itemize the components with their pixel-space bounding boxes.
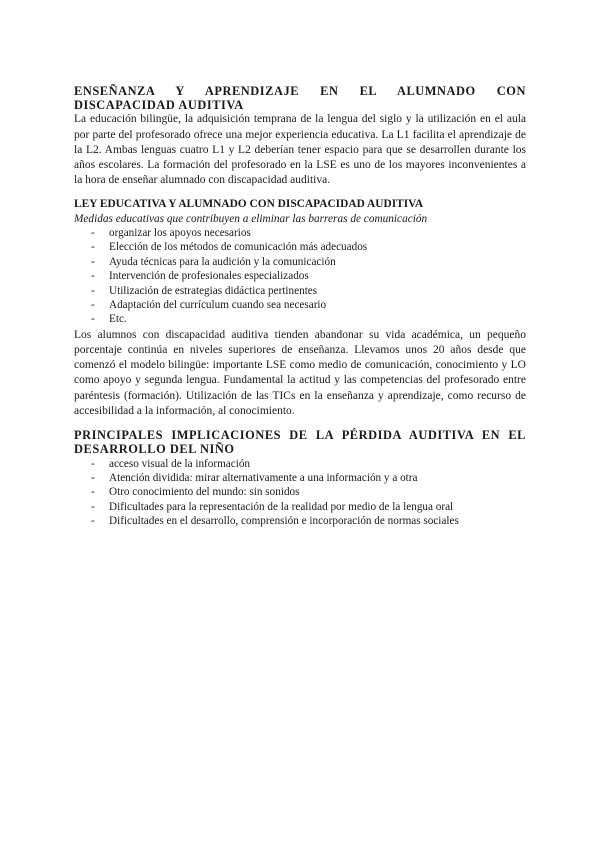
list-item: - Atención dividida: mirar alternativamente a una información y a otra: [91, 471, 418, 484]
dash-bullet: -: [91, 227, 95, 240]
list-item: - Adaptación del currículum cuando sea necesario: [91, 299, 327, 312]
section-heading: PRINCIPALES IMPLICACIONES DE LA PÉRDIDA AUDITIVA EN EL DESARROLLO DEL NIÑO: [74, 428, 526, 457]
dash-bullet: -: [91, 270, 95, 283]
list-item: - Etc.: [91, 313, 127, 326]
measures-list: [74, 226, 526, 327]
section-paragraph: La educación bilingüe, la adquisición temprana de la lengua del siglo y la utilización en el aula por parte del profesorado ofrece una mejor experiencia educativa. La L1 facilita el aprendizaje de la L2. Ambas lenguas cuatro L1 y L2 deberían tener espacio para que se desarrollen durante los años escolares. La formación del profesorado en la LSE es uno de los mayores inconvenientes a la hora de enseñar alumnado con discapacidad auditiva.: [74, 113, 526, 187]
list-item: - Otro conocimiento del mundo: sin sonidos: [91, 486, 300, 499]
dash-bullet: -: [91, 313, 95, 326]
section-teaching-learning: [74, 84, 526, 188]
list-item: - Elección de los métodos de comunicación más adecuados: [91, 241, 368, 254]
dash-bullet: -: [91, 500, 95, 513]
dash-bullet: -: [91, 486, 95, 499]
list-item: - Utilización de estrategias didáctica pertinentes: [91, 284, 318, 297]
list-item: - acceso visual de la información: [91, 457, 251, 470]
dash-bullet: -: [91, 255, 95, 268]
section-paragraph: Los alumnos con discapacidad auditiva tienden abandonar su vida académica, un pequeño porcentaje continúa en niveles superiores de enseñanza. Llevamos unos 20 años desde que comenzó el modelo bilingüe: importante LSE como medio de comunicación, conocimiento y LO como apoyo y segunda lengua. Fundamental la actitud y las competencias del profesorado entre paréntesis (formación). Utilización de las TICs en la enseñanza y aprendizaje, como recurso de accesibilidad a la información, al conocimiento.: [74, 328, 526, 417]
section-subtitle: Medidas educativas que contribuyen a eliminar las barreras de comunicación: [74, 212, 428, 225]
list-item: - Dificultades en el desarrollo, comprensión e incorporación de normas sociales: [91, 515, 459, 528]
dash-bullet: -: [91, 299, 95, 312]
list-item: - organizar los apoyos necesarios: [91, 227, 251, 240]
dash-bullet: -: [91, 515, 95, 528]
document-page: [74, 84, 526, 529]
section-hearing-loss-implications: [74, 428, 526, 528]
dash-bullet: -: [91, 241, 95, 254]
list-item: - Dificultades para la representación de la realidad por medio de la lengua oral: [91, 500, 454, 513]
dash-bullet: -: [91, 457, 95, 470]
section-education-law: [74, 197, 526, 419]
implications-list: [74, 457, 526, 529]
list-item: - Intervención de profesionales especializados: [91, 270, 309, 283]
section-heading: ENSEÑANZA Y APRENDIZAJE EN EL ALUMNADO CON DISCAPACIDAD AUDITIVA: [74, 84, 526, 113]
dash-bullet: -: [91, 471, 95, 484]
section-heading: LEY EDUCATIVA Y ALUMNADO CON DISCAPACIDAD AUDITIVA: [74, 198, 424, 211]
dash-bullet: -: [91, 284, 95, 297]
list-item: - Ayuda técnicas para la audición y la comunicación: [91, 255, 336, 268]
